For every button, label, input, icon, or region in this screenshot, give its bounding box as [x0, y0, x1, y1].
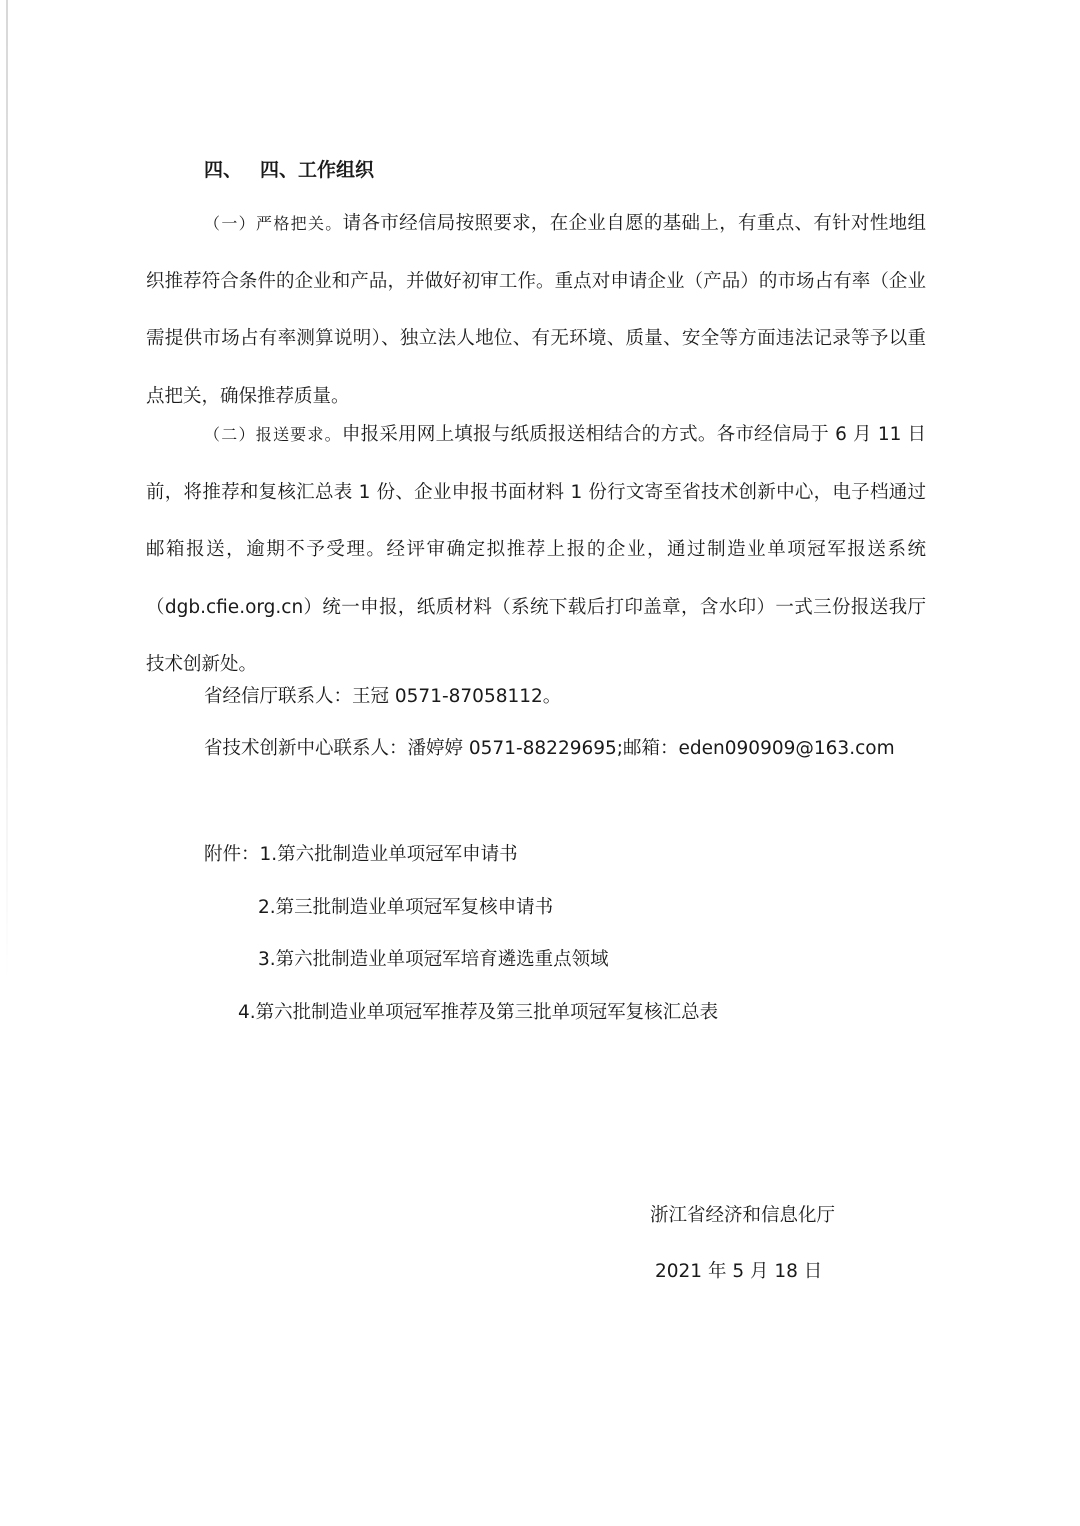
- scan-edge-shadow: [6, 0, 8, 980]
- attachments-label: 附件：: [204, 844, 260, 865]
- section-number: 四、: [204, 159, 243, 181]
- issuing-organization: 浙江省经济和信息化厅: [650, 1205, 836, 1226]
- attachment-item: 4.第六批制造业单项冠军推荐及第三批单项冠军复核汇总表: [238, 1002, 719, 1023]
- paragraph-lead: （一）严格把关。: [204, 214, 343, 233]
- paragraph-submission-requirements: [146, 406, 926, 694]
- issue-date: 2021 年 5 月 18 日: [655, 1261, 823, 1282]
- section-title: 四、工作组织: [260, 159, 375, 181]
- attachments-first-line: [204, 839, 518, 871]
- contact-department: 省经信厅联系人：王冠 0571-87058112。: [204, 686, 562, 707]
- attachment-item: 1.第六批制造业单项冠军申请书: [259, 844, 518, 865]
- attachment-item: 2.第三批制造业单项冠军复核申请书: [258, 897, 554, 918]
- paragraph-text: 申报采用网上填报与纸质报送相结合的方式。各市经信局于 6 月 11 日前，将推荐和复核汇总表 1 份、企业申报书面材料 1 份行文寄至省技术创新中心，电子档通过邮箱报送，逾期不予受理。经评审确定拟推荐上报的企业，通过制造业单项冠军报送系统（dgb.cfie.org.cn）统一申报，纸质材料（系统下载后打印盖章，含水印）一式三份报送我厅技术创新处。: [146, 424, 926, 675]
- attachment-item: 3.第六批制造业单项冠军培育遴选重点领域: [258, 949, 609, 970]
- paragraph-strict-review: [146, 195, 926, 425]
- contact-innovation-center: 省技术创新中心联系人：潘婷婷 0571-88229695;邮箱：eden090909@163.com: [204, 738, 895, 759]
- paragraph-lead: （二）报送要求。: [204, 425, 342, 444]
- section-heading: [204, 154, 374, 186]
- paragraph-text: 请各市经信局按照要求，在企业自愿的基础上，有重点、有针对性地组织推荐符合条件的企业和产品，并做好初审工作。重点对申请企业（产品）的市场占有率（企业需提供市场占有率测算说明）、独立法人地位、有无环境、质量、安全等方面违法记录等予以重点把关，确保推荐质量。: [146, 213, 926, 407]
